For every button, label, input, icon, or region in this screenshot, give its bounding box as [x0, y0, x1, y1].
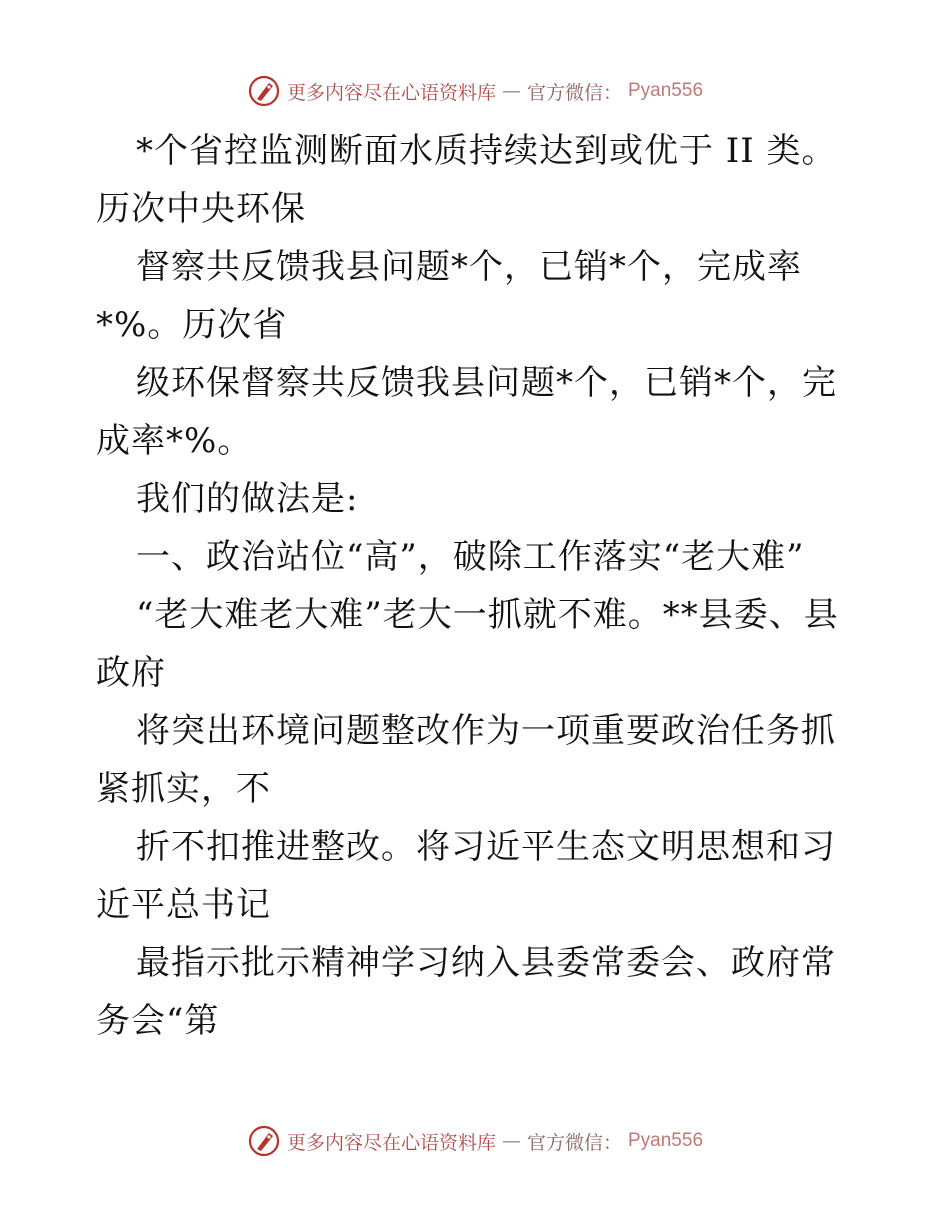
paragraph: 督察共反馈我县问题*个，已销*个，完成率*%。历次省 [96, 247, 802, 345]
pen-nib-logo-icon [247, 1124, 281, 1158]
watermark-wechat-id: Pyan556 [628, 80, 704, 101]
document-body [96, 122, 856, 1050]
paragraph: 将突出环境问题整改作为一项重要政治任务抓紧抓实，不 [96, 711, 836, 809]
paragraph: 折不扣推进整改。将习近平生态文明思想和习近平总书记 [96, 827, 836, 925]
watermark-library-text: 更多内容尽在心语资料库 [286, 81, 496, 104]
footer-watermark [0, 1124, 950, 1158]
pen-nib-logo-icon [247, 74, 281, 108]
header-watermark [0, 74, 950, 108]
paragraph: 我们的做法是: [136, 479, 359, 519]
watermark-wechat-id: Pyan556 [628, 1130, 704, 1151]
paragraph: *个省控监测断面水质持续达到或优于 II 类。历次中央环保 [96, 131, 837, 229]
paragraph: “老大难老大难”老大一抓就不难。**县委、县政府 [96, 595, 839, 693]
section-heading: 一、政治站位“高”，破除工作落实“老大难” [136, 537, 805, 577]
watermark-dash: — [501, 80, 521, 102]
paragraph: 最指示批示精神学习纳入县委常委会、政府常务会“第 [96, 943, 836, 1041]
watermark-wechat-label: 官方微信： [526, 81, 622, 104]
paragraph: 级环保督察共反馈我县问题*个，已销*个，完成率*%。 [96, 363, 837, 461]
watermark-dash: — [501, 1130, 521, 1152]
watermark-wechat-label: 官方微信： [526, 1131, 622, 1154]
watermark-library-text: 更多内容尽在心语资料库 [286, 1131, 496, 1154]
